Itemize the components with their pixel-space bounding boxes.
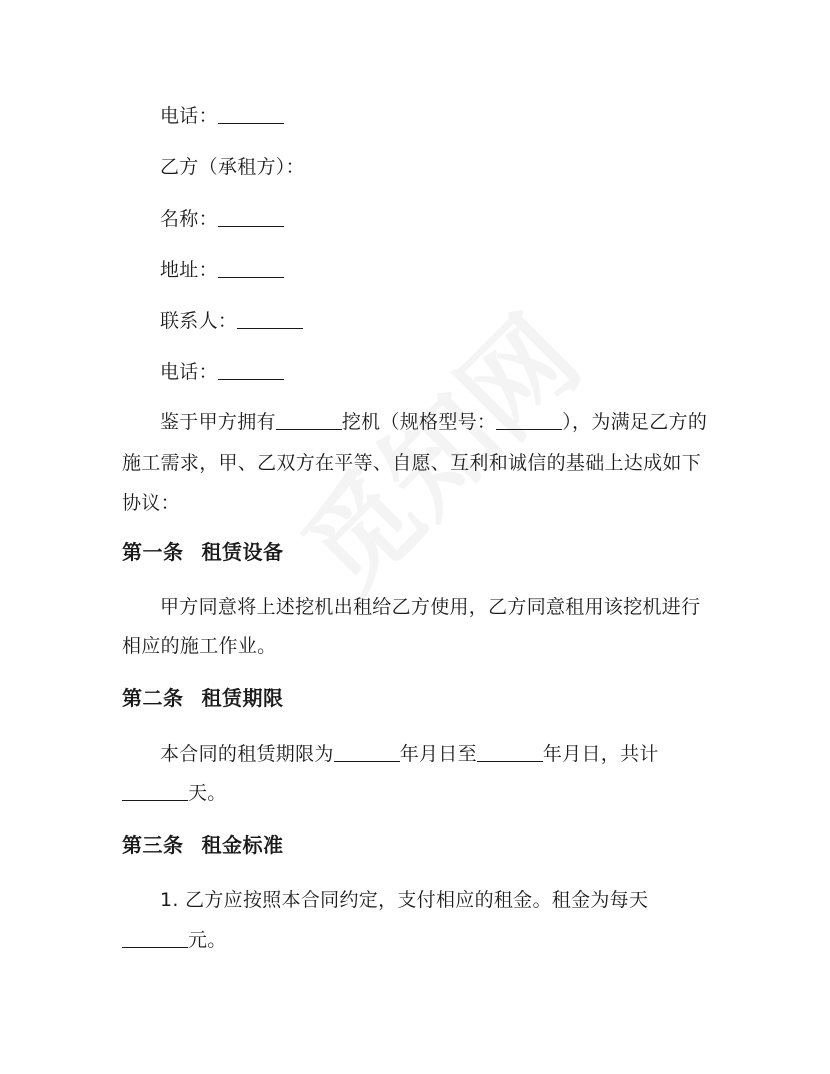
preamble-text-2: 挖机（规格型号：	[341, 411, 497, 433]
party-b-contact-line	[160, 308, 303, 334]
article-2-number: 第二条	[122, 686, 184, 710]
party-b-contact-blank	[237, 308, 303, 329]
article-1-number: 第一条	[122, 540, 184, 564]
article-3-item-1-line-1: 1. 乙方应按照本合同约定，支付相应的租金。租金为每天	[160, 889, 649, 911]
article-1-line-2: 相应的施工作业。	[122, 635, 277, 657]
article-1-heading	[122, 538, 284, 566]
party-a-phone-line	[160, 103, 284, 129]
watermark	[262, 276, 607, 621]
party-b-title: 乙方（承租方）：	[160, 156, 305, 178]
end-date-blank	[477, 741, 543, 762]
article-2-line-1	[160, 741, 659, 767]
party-b-address-line	[160, 257, 284, 283]
article-2-heading	[122, 684, 284, 712]
article-3-item-1-line-2	[122, 927, 227, 953]
party-b-phone-line	[160, 359, 284, 385]
total-days-blank	[122, 780, 188, 801]
start-date-blank	[334, 741, 400, 762]
party-b-name-line	[160, 206, 284, 232]
article-1-line-1: 甲方同意将上述挖机出租给乙方使用，乙方同意租用该挖机进行	[160, 596, 701, 618]
article-3-title: 租金标准	[201, 833, 284, 857]
article-2-line-2	[122, 780, 227, 806]
party-b-address-label: 地址：	[160, 259, 218, 281]
excavator-count-blank	[276, 409, 342, 430]
preamble-text-3: ），为满足乙方的	[562, 411, 708, 433]
preamble-line-3: 协议：	[122, 492, 180, 514]
preamble-line-1	[160, 409, 707, 435]
model-spec-blank	[496, 409, 562, 430]
article-2-text-3: 年月日，共计	[542, 743, 659, 765]
preamble-line-2: 施工需求，甲、乙双方在平等、自愿、互利和诚信的基础上达成如下	[122, 452, 702, 474]
article-2-title: 租赁期限	[201, 686, 284, 710]
party-b-phone-blank	[218, 359, 284, 380]
party-a-phone-label: 电话：	[160, 105, 218, 127]
article-3-text-suffix: 元。	[188, 929, 227, 951]
party-b-address-blank	[218, 257, 284, 278]
party-a-phone-blank	[218, 103, 284, 124]
article-2-text-4: 天。	[188, 782, 227, 804]
article-1-title: 租赁设备	[201, 540, 284, 564]
party-b-phone-label: 电话：	[160, 361, 218, 383]
daily-rent-blank	[122, 927, 188, 948]
party-b-name-label: 名称：	[160, 208, 218, 230]
article-3-heading	[122, 831, 284, 859]
article-2-text-1: 本合同的租赁期限为	[160, 743, 334, 765]
party-b-contact-label: 联系人：	[160, 310, 238, 332]
preamble-text-1: 鉴于甲方拥有	[160, 411, 276, 433]
article-3-number: 第三条	[122, 833, 184, 857]
party-b-name-blank	[218, 206, 284, 227]
article-2-text-2: 年月日至	[399, 743, 477, 765]
